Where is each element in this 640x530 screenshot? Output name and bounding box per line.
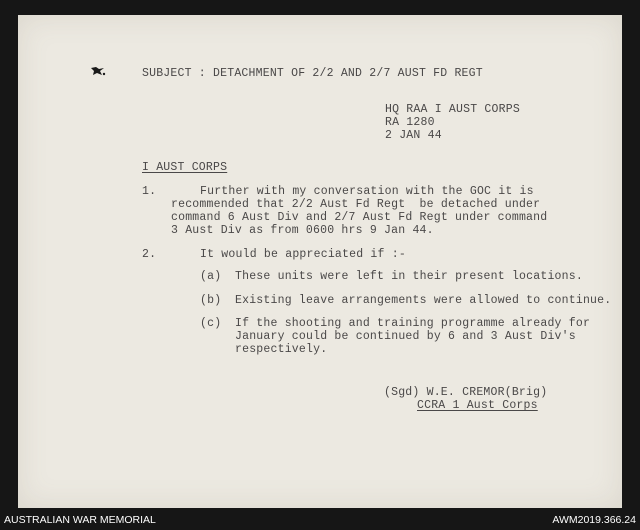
footer-accession-number: AWM2019.366.24 [552,514,636,526]
subject-line: SUBJECT : DETACHMENT OF 2/2 AND 2/7 AUST FD REGT [142,67,483,80]
ink-blot-mark [90,65,106,77]
reference-number: RA 1280 [385,116,435,129]
item-c-label: (c) [200,317,222,330]
para-1-line: command 6 Aust Div and 2/7 Aust Fd Regt under command [171,211,548,224]
item-b-label: (b) [200,294,222,307]
item-c-line: January could be continued by 6 and 3 Aust Div's [235,330,576,343]
item-a-text: These units were left in their present locations. [235,270,583,283]
footer-institution: AUSTRALIAN WAR MEMORIAL [4,514,156,526]
para-1-number: 1. [142,185,157,198]
document-date: 2 JAN 44 [385,129,442,142]
item-c-line: If the shooting and training programme already for [235,317,591,330]
item-a-label: (a) [200,270,222,283]
para-1-line: 3 Aust Div as from 0600 hrs 9 Jan 44. [171,224,434,237]
para-2-text: It would be appreciated if :- [200,248,406,261]
para-1-line: recommended that 2/2 Aust Fd Regt be detached under [171,198,541,211]
para-1-line: Further with my conversation with the GOC it is [200,185,534,198]
item-b-text: Existing leave arrangements were allowed to continue. [235,294,612,307]
hq-line: HQ RAA I AUST CORPS [385,103,520,116]
item-c-line: respectively. [235,343,328,356]
signature-name: (Sgd) W.E. CREMOR(Brig) [384,386,548,399]
addressee: I AUST CORPS [142,161,228,174]
para-2-number: 2. [142,248,157,261]
document-page [18,15,622,508]
signature-title: CCRA 1 Aust Corps [417,399,538,412]
